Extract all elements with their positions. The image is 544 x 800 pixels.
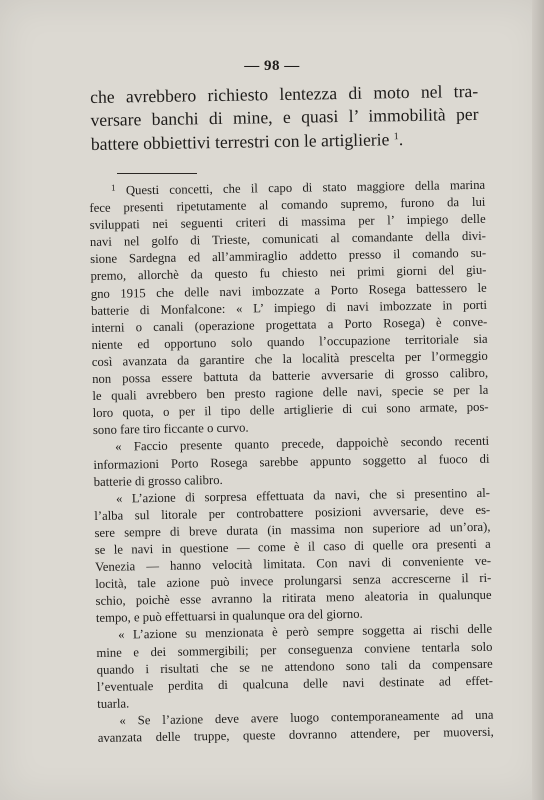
footnote-line: batterie di Monfalcone: « L’ impiego di navi imbozzate in porti [90, 297, 488, 318]
footnote-line: loro quota, o per il tipo delle artiglierie di cui sono armate, pos- [92, 399, 489, 421]
footnote-line: informazioni Porto Rosega sarebbe appunto soggetto al fuoco di [93, 451, 490, 472]
footnote-line: gno 1915 che delle navi imbozzate a Porto Rosega battessero le [90, 280, 487, 301]
footnote-line: « Faccio presente quanto precede, dappoichè secondo recenti [115, 434, 490, 455]
footnote-line: sviluppati nei seguenti criteri di massima per l’ impiego delle [89, 211, 486, 233]
footnote-line: tuarla. [97, 696, 130, 711]
footnote-line: niente ed opportuno solo quando l’occupazione territoriale sia [91, 331, 488, 352]
footnote-line: premo, allorchè da questo fu chiesto nei primi giorni del giu- [90, 263, 487, 284]
footnote-line: tempo, e può effettuarsi in qualunque ora del giorno. [95, 607, 363, 626]
footnote-line: interni o canali (operazione progettata a Porto Rosega) è conve- [91, 314, 488, 335]
footnote-line-text: Questi concetti, che il capo di stato maggiore della marina [125, 177, 486, 198]
footnote-line: sere sempre di breve durata (in massima non superiore ad un’ora), [94, 519, 491, 540]
main-text [90, 80, 479, 156]
footnote-marker: 1 [111, 182, 116, 193]
page-edge [532, 0, 544, 800]
main-line: che avrebbero richiesto lentezza di moto nel tra- [90, 80, 479, 107]
footnote-line: « L’azione di sorpresa effettuata da navi, che si presentino al- [115, 485, 491, 506]
footnote-line: le quali avrebbero ben presto ragione delle navi, specie se per la [92, 382, 489, 404]
footnote-line: « Se l’azione deve avere luogo contemporaneamente ad una [119, 707, 494, 728]
footnote-line: locità, tale azione può invece prolungarsi senza accrescerne il ri- [95, 570, 492, 592]
main-line-text: battere obbiettivi terrestri con le artiglierie [90, 129, 390, 154]
footnote-line: mine e dei sommergibili; per conseguenza conviene tentarla solo [96, 639, 493, 660]
main-line: versare banchi di mine, e quasi l’ immobilità per [90, 103, 479, 130]
main-line [91, 125, 479, 156]
footnote-line: avanzata delle truppe, queste dovranno attendere, per muoversi, [97, 724, 494, 745]
footnote-reference: 1 [393, 131, 399, 143]
footnote-line: sono fare tiro ficcante o curvo. [92, 420, 249, 438]
footnote-line: navi nel golfo di Trieste, comunicati al comandante della divi- [89, 229, 487, 250]
footnote-line: « L’azione su menzionata è però sempre soggetta ai rischi delle [118, 622, 493, 643]
footnote-line: quando i risultati che se ne attendono sono tali da compensare [96, 656, 493, 677]
footnote-line: non possa essere battuta da batterie avversarie di grosso calibro, [92, 365, 489, 387]
footnote-line: così avanzata da garantire che la località prescelta per l’ormeggio [91, 348, 488, 369]
footnote-line: se le navi in questione — come è il caso di quelle ora presenti a [94, 536, 491, 557]
footnote-line: l’alba sul litorale per controbattere posizioni avversarie, deve es- [94, 502, 491, 523]
footnote-line: batterie di grosso calibro. [93, 472, 223, 489]
footnote-line: schio, poichè esse avranno la ritirata meno aleatoria in qualunque [95, 587, 492, 609]
footnote-line: Venezia — hanno velocità limitata. Con navi di conveniente ve- [94, 553, 492, 575]
footnote-line: fece presenti ripetutamente al comando supremo, furono da lui [89, 194, 486, 216]
footnote-separator [117, 173, 197, 174]
footnote-block [89, 174, 494, 747]
main-line-end: . [398, 129, 404, 150]
footnote-line: sione Sardegna ed all’ammiraglio addetto presso il comando su- [90, 246, 487, 267]
page-number: — 98 — [244, 58, 300, 74]
footnote-line: l’eventuale perdita di qualcuna delle navi destinate ad effet- [96, 673, 494, 694]
